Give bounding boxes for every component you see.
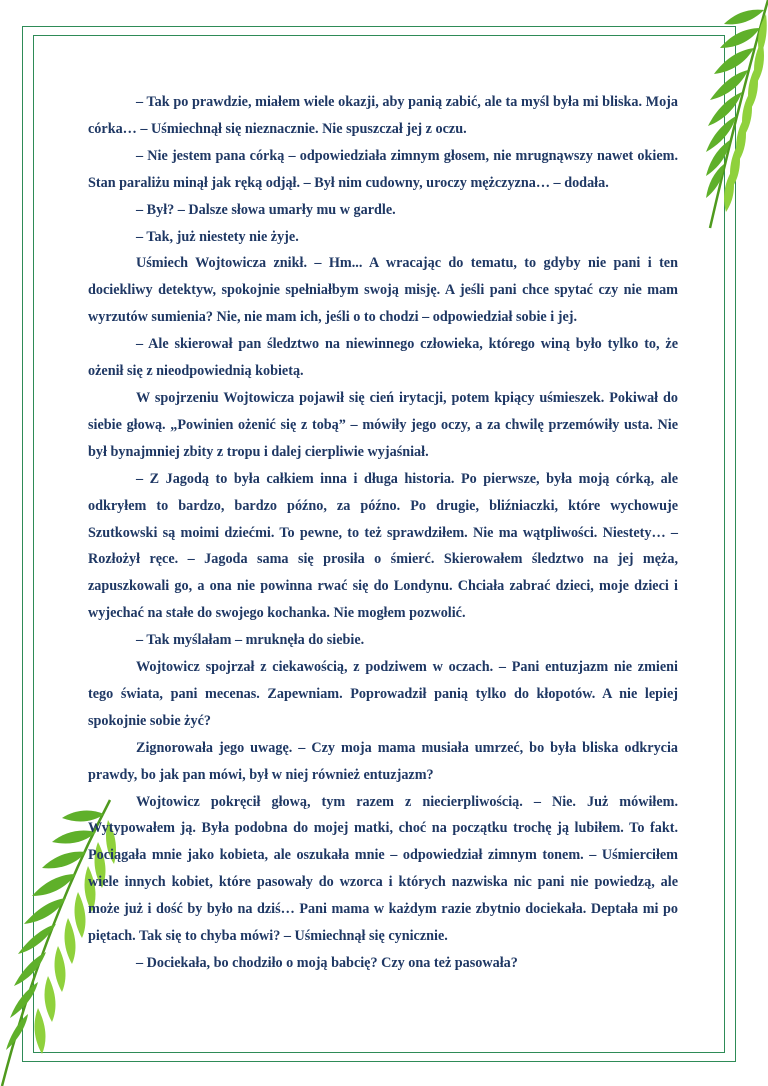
paragraph: – Dociekała, bo chodziło o moją babcię? Czy ona też pasowała?	[136, 955, 518, 971]
paragraph: – Tak myślałam – mruknęła do siebie.	[136, 632, 365, 649]
paragraph: Uśmiech Wojtowicza znikł. – Hm... A wracając do tematu, to gdyby nie pani i ten dociekliwy detektyw, spokojnie spełniałbym swoją misję. A jeśli pani chce spytać czy nie mam wyrzutów sumienia? Nie, nie mam ich, jeśli o to chodzi – odpowiedział sobie i jej.	[88, 255, 678, 326]
paragraph: – Tak, już niestety nie żyje.	[136, 228, 299, 245]
story-text	[88, 89, 678, 977]
paragraph: Wojtowicz pokręcił głową, tym razem z niecierpliwością. – Nie. Już mówiłem. Wytypowałem ją. Była podobna do mojej matki, choć na początku trochę ją lubiłem. To fakt. Pociągała mnie jako kobieta, ale oszukała mnie – odpowiedział zimnym tonem. – Uśmierciłem wiele innych kobiet, które pasowały do wzorca i których nazwiska nic pani nie powiedzą, ale może już i dość by było na dziś… Pani mama w każdym razie zbytnio dociekała. Deptała mi po piętach. Tak się to chyba mówi? – Uśmiechnął się cynicznie.	[88, 793, 678, 945]
paragraph: – Tak po prawdzie, miałem wiele okazji, aby panią zabić, ale ta myśl była mi bliska. Moja córka… – Uśmiechnął się nieznacznie. Nie spuszczał jej z oczu.	[88, 94, 678, 137]
paragraph: – Z Jagodą to była całkiem inna i długa historia. Po pierwsze, była moją córką, ale odkryłem to bardzo, bardzo późno, za późno. Po drugie, bliźniaczki, które wychowuje Szutkowski są moimi dziećmi. To pewne, to też sprawdziłem. Nie ma wątpliwości. Niestety… – Rozłożył ręce. – Jagoda sama się prosiła o śmierć. Skierowałem śledztwo na jej męża, zapuszkowali go, a ona nie powinna rwać się do Londynu. Chciała zabrać dzieci, moje dzieci i wyjechać na stałe do swojego kochanka. Nie mogłem pozwolić.	[88, 470, 678, 622]
paragraph: – Ale skierował pan śledztwo na niewinnego człowieka, którego winą było tylko to, że ożenił się z nieodpowiednią kobietą.	[88, 336, 678, 380]
paragraph: – Nie jestem pana córką – odpowiedziała zimnym głosem, nie mrugnąwszy nawet okiem. Stan paraliżu minął jak ręką odjął. – Był nim cudowny, uroczy mężczyzna… – dodała.	[88, 147, 678, 191]
paragraph: W spojrzeniu Wojtowicza pojawił się cień irytacji, potem kpiący uśmieszek. Pokiwał do siebie głową. „Powinien ożenić się z tobą” – mówiły jego oczy, a za chwilę przemówiły usta. Nie był bynajmniej zbity z tropu i dalej cierpliwie wyjaśniał.	[88, 389, 678, 460]
paragraph: Zignorowała jego uwagę. – Czy moja mama musiała umrzeć, bo była bliska odkrycia prawdy, bo jak pan mówi, był w niej również entuzjazm?	[88, 739, 678, 783]
paragraph: Wojtowicz spojrzał z ciekawością, z podziwem w oczach. – Pani entuzjazm nie zmieni tego świata, pani mecenas. Zapewniam. Poprowadził panią tylko do kłopotów. A nie lepiej spokojnie sobie żyć?	[88, 659, 678, 729]
paragraph: – Był? – Dalsze słowa umarły mu w gardle.	[136, 201, 396, 218]
